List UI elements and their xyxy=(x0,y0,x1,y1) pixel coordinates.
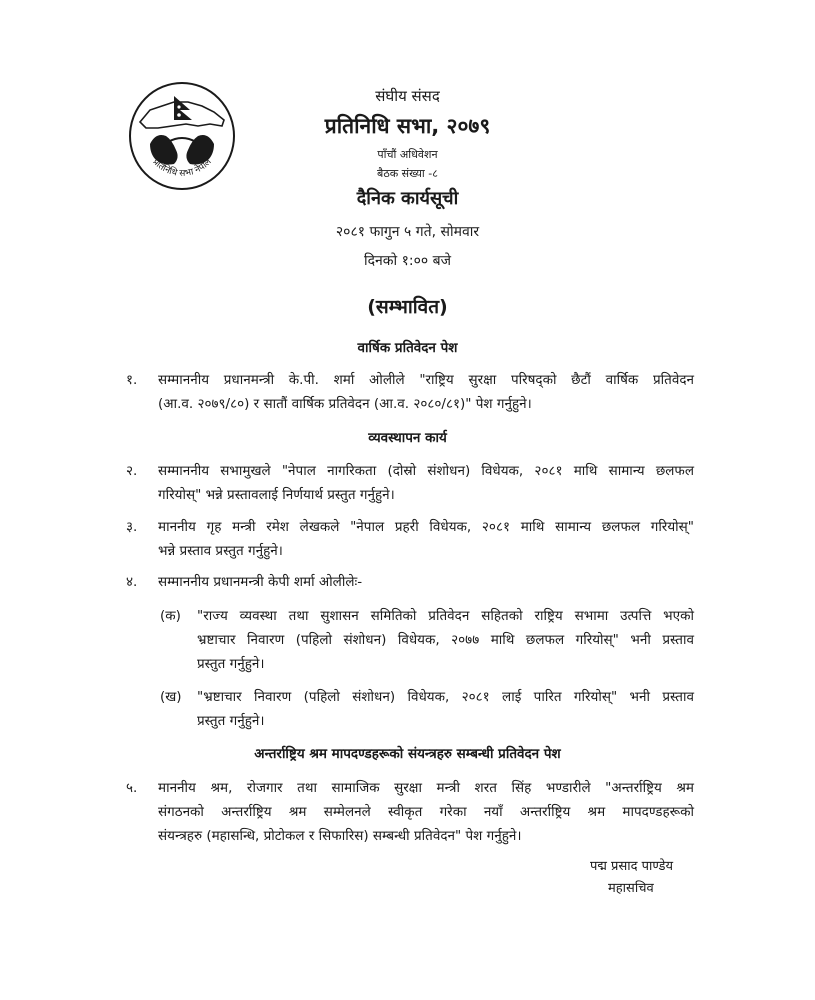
subitem-label: (ख) xyxy=(160,689,182,705)
item-1-line-2: (आ.व. २०७९/८०) र सातौं वार्षिक प्रतिवेदन (आ.व. २०८०/८१)" पेश गर्नुहुने। xyxy=(158,396,532,412)
item-4a-line-1: "राज्य व्यवस्था तथा सुशासन समितिको प्रतिवेदन सहितको राष्ट्रिय सभामा उत्पत्ति भएको xyxy=(197,608,694,624)
section-heading-labour-standards: अन्तर्राष्ट्रिय श्रम मापदण्डहरूको संयन्त्रहरु सम्बन्धी प्रतिवेदन पेश xyxy=(254,746,561,762)
emblem-seal-text: प्रतिनिधि सभा नेपाल xyxy=(150,157,214,179)
item-5-line-1: माननीय श्रम, रोजगार तथा सामाजिक सुरक्षा मन्त्री शरत सिंह भण्डारीले "अन्तर्राष्ट्रिय श्रम xyxy=(158,780,694,796)
item-3-line-2: भन्ने प्रस्ताव प्रस्तुत गर्नुहुने। xyxy=(158,543,283,559)
item-3-line-1: माननीय गृह मन्त्री रमेश लेखकले "नेपाल प्रहरी विधेयक, २०८१ माथि सामान्य छलफल गरियोस्" xyxy=(158,519,694,535)
document-title: दैनिक कार्यसूची xyxy=(356,188,459,209)
section-heading-annual-report: वार्षिक प्रतिवेदन पेश xyxy=(357,340,458,356)
item-2-line-2: गरियोस्" भन्ने प्रस्तावलाई निर्णयार्थ प्रस्तुत गर्नुहुने। xyxy=(158,487,395,503)
item-4b-line-2: प्रस्तुत गर्नुहुने। xyxy=(197,713,265,729)
item-4-line-1: सम्माननीय प्रधानमन्त्री केपी शर्मा ओलीलेः- xyxy=(158,574,363,590)
signatory-name: पद्म प्रसाद पाण्डेय xyxy=(590,859,674,874)
item-number: ५. xyxy=(126,780,138,796)
signatory-title: महासचिव xyxy=(608,881,654,896)
item-number: ३. xyxy=(126,519,138,535)
section-heading-legislative: व्यवस्थापन कार्य xyxy=(368,430,447,446)
session-label: पाँचौं अधिवेशन xyxy=(377,148,438,161)
item-number: ४. xyxy=(126,574,138,590)
subitem-label: (क) xyxy=(160,608,181,624)
meeting-number: बैठक संख्या -८ xyxy=(377,167,438,180)
meeting-date: २०८१ फागुन ५ गते, सोमवार xyxy=(335,224,480,240)
item-4b-line-1: "भ्रष्टाचार निवारण (पहिलो संशोधन) विधेयक, २०८१ लाई पारित गरियोस्" भनी प्रस्ताव xyxy=(197,689,694,705)
probable-status: (सम्भावित) xyxy=(367,296,448,318)
item-5-line-2: संगठनको अन्तर्राष्ट्रिय श्रम सम्मेलनले स्वीकृत गरेका नयाँ अन्तर्राष्ट्रिय श्रम मापदण्डहरूको xyxy=(158,804,694,820)
item-1-line-1: सम्माननीय प्रधानमन्त्री के.पी. शर्मा ओलीले "राष्ट्रिय सुरक्षा परिषद्को छैटौं वार्षिक प्रतिवेदन xyxy=(158,372,694,388)
item-number: १. xyxy=(126,372,138,388)
parliament-name: संघीय संसद xyxy=(375,87,440,105)
item-number: २. xyxy=(126,463,138,479)
item-2-line-1: सम्माननीय सभामुखले "नेपाल नागरिकता (दोस्रो संशोधन) विधेयक, २०८१ माथि सामान्य छलफल xyxy=(158,463,694,479)
house-title: प्रतिनिधि सभा, २०७९ xyxy=(324,114,491,138)
item-4a-line-2: भ्रष्टाचार निवारण (पहिलो संशोधन) विधेयक, २०७७ माथि छलफल गरियोस्" भनी प्रस्ताव xyxy=(197,632,694,648)
item-4a-line-3: प्रस्तुत गर्नुहुने। xyxy=(197,656,265,672)
meeting-time: दिनको १:०० बजे xyxy=(363,253,452,269)
item-5-line-3: संयन्त्रहरु (महासन्धि, प्रोटोकल र सिफारिस) सम्बन्धी प्रतिवेदन" पेश गर्नुहुने। xyxy=(158,828,522,844)
